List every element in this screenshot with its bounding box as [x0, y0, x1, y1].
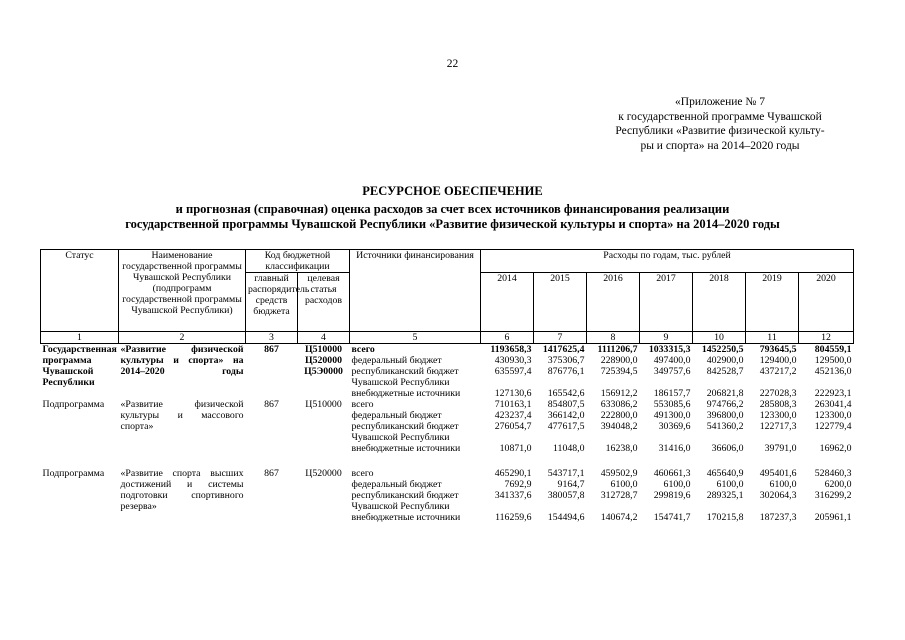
- header-target: целевая статья расходов: [298, 273, 350, 332]
- value-cell: 39791,0: [764, 443, 797, 454]
- target-code: Ц510000: [305, 399, 342, 410]
- value-cell: 396800,0: [706, 410, 744, 421]
- row-source: федеральный бюджет: [351, 410, 442, 421]
- header-name: Наименование государственной программы Чувашской Республики (подпрограмм государственной программы Чувашской Республики): [119, 250, 246, 332]
- row-source: республиканский бюджет Чувашской Республики: [351, 421, 459, 443]
- column-numbers-row: [41, 332, 854, 344]
- value-cell: 1193658,3: [490, 344, 532, 355]
- header-status: Статус: [41, 250, 119, 332]
- col-number: 9: [640, 332, 693, 344]
- document-subtitle: [40, 202, 865, 231]
- value-cell: 302064,3: [759, 490, 797, 501]
- header-year: 2017: [640, 273, 693, 332]
- value-cell: 553085,6: [653, 399, 691, 410]
- col-number: 11: [746, 332, 799, 344]
- col-number: 2: [119, 332, 246, 344]
- value-cell: 423237,4: [494, 410, 532, 421]
- value-cell: 465290,1: [494, 468, 532, 479]
- value-cell: 974766,2: [706, 399, 744, 410]
- target-code: Ц5Э0000: [304, 366, 343, 377]
- value-cell: 1111206,7: [597, 344, 638, 355]
- value-cell: 459502,9: [600, 468, 638, 479]
- value-cell: 122717,3: [759, 421, 797, 432]
- row-name: «Развитие физической культуры и массового спорта»: [120, 399, 244, 432]
- value-cell: 1417625,4: [542, 344, 585, 355]
- value-cell: 6100,0: [610, 479, 638, 490]
- spacer-row: [41, 454, 854, 468]
- value-cell: 6100,0: [769, 479, 797, 490]
- row-source: внебюджетные источники: [351, 512, 461, 523]
- value-cell: 528460,3: [814, 468, 852, 479]
- value-cell: 263041,4: [814, 399, 852, 410]
- header-manager: главный распорядитель средств бюджета: [246, 273, 298, 332]
- target-code: Ц520000: [305, 468, 342, 479]
- row-target-codes: [298, 344, 350, 400]
- value-cell: 804559,1: [814, 344, 852, 355]
- header-year: 2016: [587, 273, 640, 332]
- header-year: 2018: [693, 273, 746, 332]
- value-cell: 7692,9: [504, 479, 532, 490]
- value-cell: 375306,7: [547, 355, 585, 366]
- value-cell: 477617,5: [547, 421, 585, 432]
- value-cell: 186157,7: [653, 388, 691, 399]
- value-cell: 437217,2: [759, 366, 797, 377]
- table-row: [41, 468, 854, 479]
- value-cell: 227028,3: [759, 388, 797, 399]
- header-sources: Источники финансирования: [350, 250, 481, 332]
- row-source: всего: [351, 399, 374, 410]
- value-cell: 793645,5: [759, 344, 797, 355]
- value-cell: 165542,6: [547, 388, 585, 399]
- value-cell: 122779,4: [814, 421, 852, 432]
- row-status: Подпрограмма: [42, 468, 105, 479]
- col-number: 8: [587, 332, 640, 344]
- row-name: «Развитие физической культуры и спорта» на 2014–2020 годы: [120, 344, 244, 377]
- value-cell: 452136,0: [814, 366, 852, 377]
- value-cell: 1452250,5: [701, 344, 744, 355]
- value-cell: 187237,3: [759, 512, 797, 523]
- value-cell: 316299,2: [814, 490, 852, 501]
- value-cell: 543717,1: [547, 468, 585, 479]
- value-cell: 285808,3: [759, 399, 797, 410]
- target-code: Ц520000: [304, 355, 342, 366]
- row-manager-code: 867: [264, 468, 279, 479]
- value-cell: 31416,0: [658, 443, 691, 454]
- value-cell: 129400,0: [759, 355, 797, 366]
- row-target-codes: [298, 468, 350, 523]
- document-title: РЕСУРСНОЕ ОБЕСПЕЧЕНИЕ: [362, 184, 543, 198]
- value-cell: 228900,0: [600, 355, 638, 366]
- row-source: республиканский бюджет Чувашской Республики: [351, 366, 459, 388]
- table-body: [41, 344, 854, 524]
- value-cell: 206821,8: [706, 388, 744, 399]
- col-number: 4: [298, 332, 350, 344]
- target-code: Ц510000: [304, 344, 342, 355]
- value-cell: 495401,6: [759, 468, 797, 479]
- value-cell: 465640,9: [706, 468, 744, 479]
- value-cell: 222923,1: [814, 388, 852, 399]
- value-cell: 541360,2: [706, 421, 744, 432]
- value-cell: 129500,0: [814, 355, 852, 366]
- subtitle-line: государственной программы Чувашской Республики «Развитие физической культуры и спорта» на 2014–2020 годы: [125, 216, 780, 231]
- resource-table: [40, 249, 854, 523]
- appendix-line: Республики «Развитие физической культу-: [615, 125, 825, 137]
- value-cell: 842528,7: [706, 366, 744, 377]
- header-expenses: Расходы по годам, тыс. рублей: [481, 250, 854, 273]
- value-cell: 156912,2: [600, 388, 638, 399]
- subtitle-line: и прогнозная (справочная) оценка расходов за счет всех источников финансирования реализации: [175, 202, 730, 216]
- row-status: Государственная программа Чувашской Республики: [42, 344, 117, 388]
- value-cell: 349757,6: [653, 366, 691, 377]
- value-cell: 127130,6: [494, 388, 532, 399]
- col-number: 7: [534, 332, 587, 344]
- value-cell: 289325,1: [706, 490, 744, 501]
- value-cell: 11048,0: [553, 443, 585, 454]
- value-cell: 154494,6: [547, 512, 585, 523]
- value-cell: 6200,0: [824, 479, 852, 490]
- header-year: 2014: [481, 273, 534, 332]
- appendix-line: «Приложение № 7: [675, 96, 765, 108]
- value-cell: 312728,7: [600, 490, 638, 501]
- value-cell: 30369,6: [658, 421, 691, 432]
- value-cell: 341337,6: [494, 490, 532, 501]
- value-cell: 430930,3: [494, 355, 532, 366]
- row-source: внебюджетные источники: [351, 388, 461, 399]
- value-cell: 154741,7: [653, 512, 691, 523]
- value-cell: 633086,2: [600, 399, 638, 410]
- row-source: федеральный бюджет: [351, 479, 442, 490]
- value-cell: 402900,0: [706, 355, 744, 366]
- header-budget-code: Код бюджетной классификации: [246, 250, 350, 273]
- header-year: 2015: [534, 273, 587, 332]
- value-cell: 205961,1: [814, 512, 852, 523]
- value-cell: 222800,0: [600, 410, 638, 421]
- value-cell: 9164,7: [557, 479, 585, 490]
- value-cell: 299819,6: [653, 490, 691, 501]
- value-cell: 394048,2: [600, 421, 638, 432]
- row-target-codes: [298, 399, 350, 454]
- row-source: федеральный бюджет: [351, 355, 442, 366]
- row-source: внебюджетные источники: [351, 443, 461, 454]
- header-year: 2019: [746, 273, 799, 332]
- value-cell: 366142,0: [547, 410, 585, 421]
- value-cell: 1033315,3: [648, 344, 691, 355]
- col-number: 12: [799, 332, 854, 344]
- row-name: «Развитие спорта высших достижений и системы подготовки спортивного резерва»: [120, 468, 244, 512]
- appendix-line: ры и спорта» на 2014–2020 годы: [640, 139, 800, 152]
- value-cell: 725394,5: [600, 366, 638, 377]
- value-cell: 123300,0: [814, 410, 852, 421]
- col-number: 6: [481, 332, 534, 344]
- value-cell: 497400,0: [653, 355, 691, 366]
- page-number: 22: [446, 58, 459, 70]
- col-number: 3: [246, 332, 298, 344]
- value-cell: 491300,0: [653, 410, 691, 421]
- value-cell: 123300,0: [759, 410, 797, 421]
- table-row: [41, 344, 854, 356]
- row-status: Подпрограмма: [42, 399, 105, 410]
- header-year: 2020: [799, 273, 854, 332]
- appendix-line: к государственной программе Чувашской: [618, 110, 822, 123]
- value-cell: 460661,3: [653, 468, 691, 479]
- value-cell: 16962,0: [819, 443, 852, 454]
- row-source: всего: [351, 468, 374, 479]
- value-cell: 380057,8: [547, 490, 585, 501]
- value-cell: 140674,2: [600, 512, 638, 523]
- col-number: 10: [693, 332, 746, 344]
- appendix-note: [585, 95, 855, 153]
- row-source: республиканский бюджет Чувашской Республики: [351, 490, 459, 512]
- row-manager-code: 867: [264, 399, 279, 410]
- col-number: 5: [350, 332, 481, 344]
- row-source: всего: [351, 344, 375, 355]
- value-cell: 10871,0: [499, 443, 532, 454]
- value-cell: 710163,1: [494, 399, 532, 410]
- row-manager-code: 867: [264, 344, 279, 355]
- table-row: [41, 399, 854, 410]
- value-cell: 170215,8: [706, 512, 744, 523]
- value-cell: 6100,0: [716, 479, 744, 490]
- value-cell: 876776,1: [547, 366, 585, 377]
- col-number: 1: [41, 332, 119, 344]
- value-cell: 635597,4: [494, 366, 532, 377]
- value-cell: 16238,0: [605, 443, 638, 454]
- value-cell: 854807,5: [547, 399, 585, 410]
- value-cell: 36606,0: [711, 443, 744, 454]
- value-cell: 276054,7: [494, 421, 532, 432]
- value-cell: 6100,0: [663, 479, 691, 490]
- value-cell: 116259,6: [495, 512, 532, 523]
